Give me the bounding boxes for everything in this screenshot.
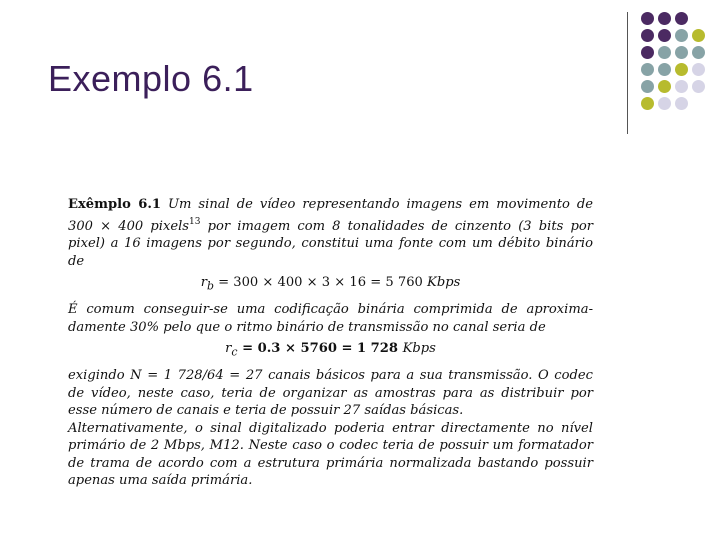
equation-rb-lhs: r (200, 275, 207, 290)
decorative-dot (675, 97, 688, 110)
decorative-dot (641, 63, 654, 76)
decorative-dot (658, 12, 671, 25)
decorative-dot (692, 63, 705, 76)
equation-rc-lhs: r (225, 341, 232, 357)
textbook-excerpt (68, 196, 593, 490)
decorative-dot (658, 29, 671, 42)
decorative-dot (675, 63, 688, 76)
equation-rb-subscript: b (206, 279, 214, 293)
decorative-dot (675, 12, 688, 25)
decorative-dot (692, 29, 705, 42)
decorative-dot (658, 80, 671, 93)
decorative-dot-grid (635, 12, 715, 122)
excerpt-paragraph-3: exigindo N = 1 728/64 = 27 canais básicos para a sua transmissão. O codec de vídeo, neste caso, teria de organizar as amostras para as distribuir por esse número de canais e teria de possuir 27 saídas básicas. (68, 368, 593, 419)
decorative-dot (692, 80, 705, 93)
decorative-dot (641, 97, 654, 110)
decorative-dot (641, 80, 654, 93)
decorative-dot (641, 29, 654, 42)
decorative-dot (658, 46, 671, 59)
equation-rb-unit: Kbps (427, 275, 461, 290)
equation-rb (68, 274, 593, 295)
equation-rc (68, 340, 593, 361)
decorative-dot (641, 12, 654, 25)
equation-rc-unit: Kbps (402, 341, 436, 357)
divider-line (627, 12, 628, 134)
decorative-dot (658, 63, 671, 76)
excerpt-paragraph-4: Alternativamente, o sinal digitalizado poderia entrar directamente no nível primário de 2 Mbps, M12. Neste caso o codec teria de possuir um formatador de trama de acordo com a estrutura primária normalizada bastando possuir apenas uma saída primária. (68, 420, 593, 489)
decorative-dot (658, 97, 671, 110)
decorative-dot (675, 80, 688, 93)
equation-rc-rhs: = 0.3 × 5760 = 1 728 (237, 341, 403, 357)
example-label: Exêmplo 6.1 (68, 197, 161, 212)
paragraph-1-text-b: por imagem com 8 tonalidades de cinzento (3 bits por pixel) a 16 imagens por segundo, constitui uma fonte com um débito binário de (68, 218, 593, 269)
decorative-dot (641, 46, 654, 59)
decorative-dot (692, 46, 705, 59)
excerpt-paragraph-1 (68, 196, 593, 270)
slide-title: Exemplo 6.1 (48, 58, 254, 99)
equation-rc-subscript: c (231, 345, 238, 359)
decorative-dot (675, 46, 688, 59)
paragraph-1-text-a: Um sinal de vídeo representando imagens em movimento de 300 × 400 pixels (68, 197, 593, 234)
footnote-marker: 13 (189, 216, 201, 227)
equation-rb-rhs: = 300 × 400 × 3 × 16 = 5 760 (213, 275, 428, 290)
excerpt-paragraph-2: É comum conseguir-se uma codificação binária comprimida de aproxima-damente 30% pelo que o ritmo binário de transmissão no canal seria de (68, 302, 593, 335)
decorative-dot (675, 29, 688, 42)
